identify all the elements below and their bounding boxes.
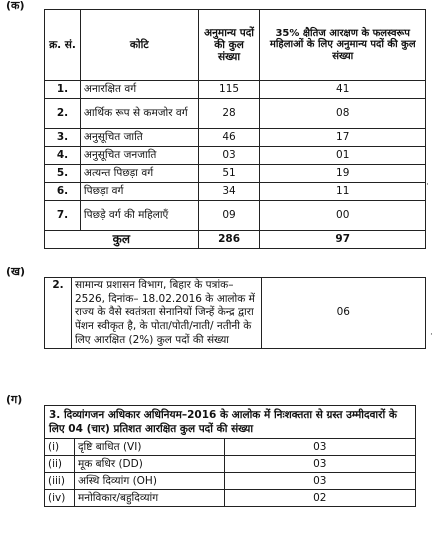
table-row xyxy=(45,183,426,201)
table-row xyxy=(45,201,426,231)
header-serial: क्र. सं. xyxy=(45,10,81,81)
header-women-posts: 35% क्षैतिज आरक्षण के फलस्वरूप महिलाओं के लिए अनुमान्य पदों की कुल संख्या xyxy=(260,10,426,81)
row-serial: 2. xyxy=(45,99,81,129)
table-header-row xyxy=(45,10,426,81)
total-women-value: 97 xyxy=(260,231,426,249)
table-row xyxy=(45,278,426,349)
section-g-label: (ग) xyxy=(6,393,23,406)
header-total-posts: अनुमान्य पदों की कुल संख्या xyxy=(198,10,260,81)
speck-mark: · xyxy=(426,180,429,190)
freedom-fighter-value: 06 xyxy=(261,278,426,349)
table-row xyxy=(45,147,426,165)
table-row xyxy=(45,439,416,456)
row-women: 17 xyxy=(260,129,426,147)
row-total: 46 xyxy=(198,129,260,147)
row-serial: (ii) xyxy=(45,456,75,473)
row-value: 03 xyxy=(224,473,415,490)
section-k-table xyxy=(44,9,426,249)
freedom-fighter-description: सामान्य प्रशासन विभाग, बिहार के पत्रांक– 2526, दिनांक– 18.02.2016 के आलोक में राज्य के वैसे स्वतंत्रता सेनानियों जिन्हें केन्द्र द्वारा पेंशन स्वीकृत है, के पोता/पोती/नाती/ नतीनी के लिए आरक्षित (2%) कुल पदों की संख्या xyxy=(71,278,261,349)
row-serial: 1. xyxy=(45,81,81,99)
section-g-table xyxy=(44,405,416,507)
table-row xyxy=(45,165,426,183)
table-row xyxy=(45,99,426,129)
section-kh-label: (ख) xyxy=(6,265,26,278)
row-women: 01 xyxy=(260,147,426,165)
row-total: 09 xyxy=(198,201,260,231)
table-row xyxy=(45,490,416,507)
row-category: अनारक्षित वर्ग xyxy=(80,81,198,99)
total-row xyxy=(45,231,426,249)
row-value: 02 xyxy=(224,490,415,507)
row-women: 00 xyxy=(260,201,426,231)
section-kh-table xyxy=(44,277,426,349)
row-category: अनुसूचित जनजाति xyxy=(80,147,198,165)
section-g-heading: 3. दिव्यांगजन अधिकार अधिनियम–2016 के आलोक में निःशक्तता से ग्रस्त उम्मीदवारों के लिए 04 (चार) प्रतिशत आरक्षित कुल पदों की संख्या xyxy=(45,406,416,439)
section-k-label: (क) xyxy=(6,0,25,12)
row-women: 41 xyxy=(260,81,426,99)
row-category: पिछड़े वर्ग की महिलाएँ xyxy=(80,201,198,231)
row-serial: (iv) xyxy=(45,490,75,507)
row-category: आर्थिक रूप से कमजोर वर्ग xyxy=(80,99,198,129)
row-category: अनुसूचित जाति xyxy=(80,129,198,147)
row-women: 19 xyxy=(260,165,426,183)
row-serial: (i) xyxy=(45,439,75,456)
row-serial: (iii) xyxy=(45,473,75,490)
header-category: कोटि xyxy=(80,10,198,81)
table-row xyxy=(45,456,416,473)
row-total: 115 xyxy=(198,81,260,99)
row-women: 11 xyxy=(260,183,426,201)
row-serial: 3. xyxy=(45,129,81,147)
total-posts-value: 286 xyxy=(198,231,260,249)
table-row xyxy=(45,473,416,490)
row-value: 03 xyxy=(224,439,415,456)
row-category: मूक बधिर (DD) xyxy=(74,456,224,473)
table-row xyxy=(45,129,426,147)
row-serial: 7. xyxy=(45,201,81,231)
row-category: पिछड़ा वर्ग xyxy=(80,183,198,201)
row-total: 03 xyxy=(198,147,260,165)
row-category: अस्थि दिव्यांग (OH) xyxy=(74,473,224,490)
row-serial: 4. xyxy=(45,147,81,165)
row-value: 03 xyxy=(224,456,415,473)
row-serial: 6. xyxy=(45,183,81,201)
row-category: मनोविकार/बहुदिव्यांग xyxy=(74,490,224,507)
row-total: 28 xyxy=(198,99,260,129)
table-row xyxy=(45,81,426,99)
row-serial: 5. xyxy=(45,165,81,183)
row-total: 34 xyxy=(198,183,260,201)
total-label: कुल xyxy=(45,231,199,249)
row-women: 08 xyxy=(260,99,426,129)
row-total: 51 xyxy=(198,165,260,183)
speck-mark: · xyxy=(430,330,433,340)
row-category: अत्यन्त पिछड़ा वर्ग xyxy=(80,165,198,183)
row-category: दृष्टि बाधित (VI) xyxy=(74,439,224,456)
row-serial: 2. xyxy=(45,278,72,349)
section-g-heading-row xyxy=(45,406,416,439)
